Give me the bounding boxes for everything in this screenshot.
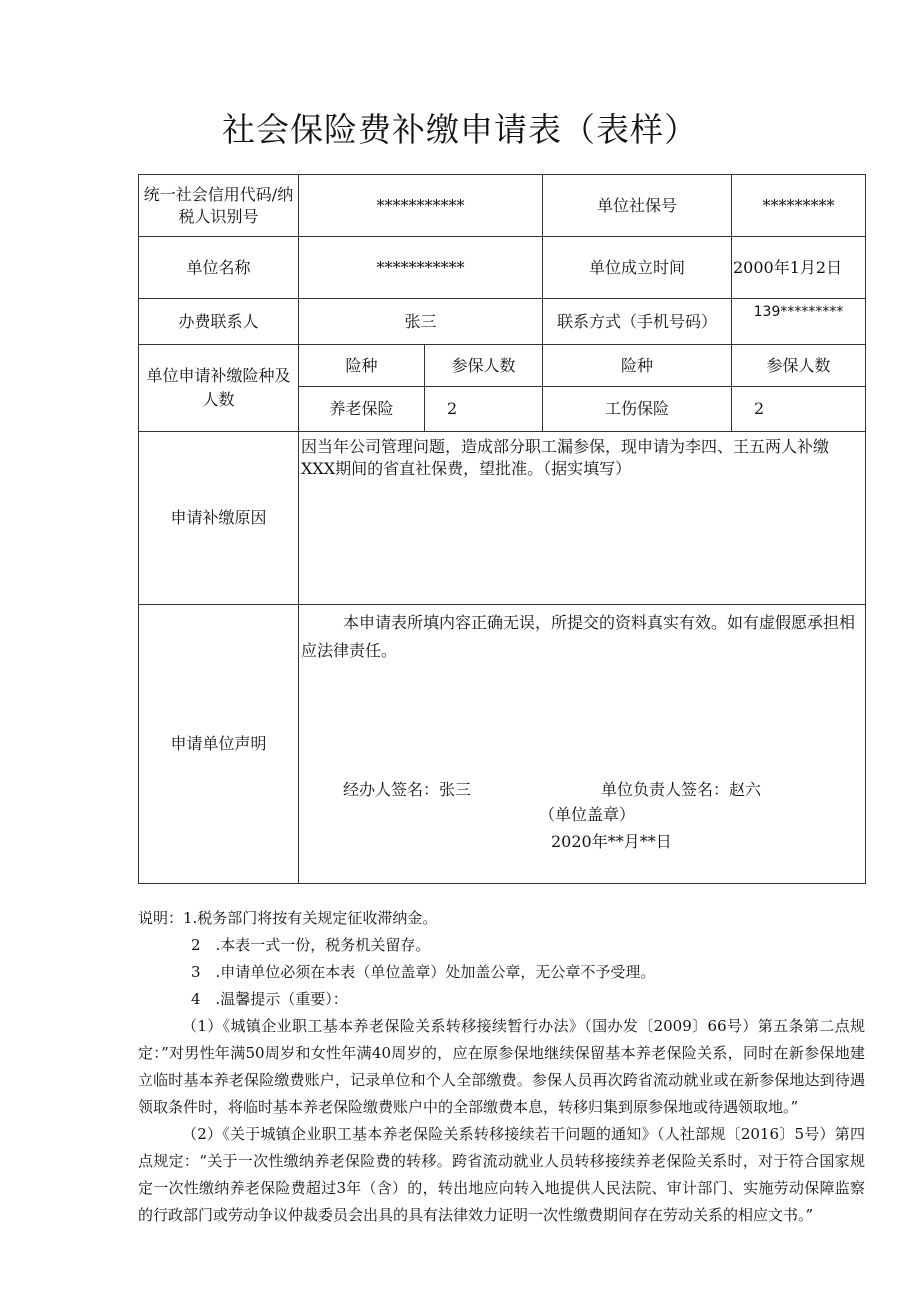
phone-value: 139*********	[732, 299, 866, 345]
ss-no-label: 单位社保号	[543, 175, 732, 237]
note-4: 4 .温馨提示（重要）：	[191, 990, 348, 1008]
founded-value: 2000年1月2日	[732, 237, 866, 299]
credit-code-value: ***********	[299, 175, 543, 237]
col-header-type-2: 险种	[543, 345, 732, 387]
unit-name-label: 单位名称	[139, 237, 299, 299]
note-2: 2 .本表一式一份，税务机关留存。	[191, 936, 431, 954]
unit-seal: （单位盖章）	[539, 805, 636, 824]
contact-value: 张三	[299, 299, 543, 345]
page-title: 社会保险费补缴申请表（表样）	[222, 110, 698, 149]
table-row	[139, 432, 866, 605]
handler-signature: 经办人签名：张三	[343, 780, 472, 799]
credit-code-label: 统一社会信用代码/纳税人识别号	[139, 175, 299, 237]
note-paragraph-1: （1）《城镇企业职工基本养老保险关系转移接续暂行办法》（国办发〔2009〕66号）第五条第二点规定：”对男性年满50周岁和女性年满40周岁的，应在原参保地继续保留基本养老保险关系，同时在新参保地建立临时基本养老保险缴费账户，记录单位和个人全部缴费。参保人员再次跨省流动就业或在新参保地达到待遇领取条件时，将临时基本养老保险缴费账户中的全部缴费本息，转移归集到原参保地或待遇领取地。”	[138, 1017, 865, 1116]
founded-label: 单位成立时间	[543, 237, 732, 299]
pension-type: 养老保险	[299, 387, 425, 432]
principal-signature: 单位负责人签名：赵六	[601, 780, 762, 799]
reason-text: 因当年公司管理问题，造成部分职工漏参保，现申请为李四、王五两人补缴XXX期间的省直社保费，望批准。（据实填写）	[299, 432, 866, 605]
col-header-count: 参保人数	[425, 345, 543, 387]
table-row	[139, 175, 866, 237]
table-row	[139, 605, 866, 884]
note-1: 说明：1.税务部门将按有关规定征收滞纳金。	[138, 909, 438, 927]
contact-label: 办费联系人	[139, 299, 299, 345]
declaration-text: 本申请表所填内容正确无误，所提交的资料真实有效。如有虚假愿承担相应法律责任。	[301, 613, 856, 660]
phone-label: 联系方式（手机号码）	[543, 299, 732, 345]
note-paragraph-2: （2）《关于城镇企业职工基本养老保险关系转移接续若干问题的通知》（人社部规〔2016〕5号）第四点规定：“关于一次性缴纳养老保险费的转移。跨省流动就业人员转移接续养老保险关系时，对于符合国家规定一次性缴纳养老保险费超过3年（含）的，转出地应向转入地提供人民法院、审计部门、实施劳动保障监察的行政部门或劳动争议仲裁委员会出具的具有法律效力证明一次性缴费期间存在劳动关系的相应文书。”	[138, 1125, 865, 1224]
table-row	[139, 345, 866, 387]
pension-count: 2	[425, 387, 543, 432]
reason-label: 申请补缴原因	[139, 432, 299, 605]
col-header-type: 险种	[299, 345, 425, 387]
note-3: 3 .申请单位必须在本表（单位盖章）处加盖公章，无公章不予受理。	[191, 963, 656, 981]
unit-name-value: ***********	[299, 237, 543, 299]
insurance-label: 单位申请补缴险种及人数	[139, 345, 299, 432]
injury-count: 2	[732, 387, 866, 432]
declaration-date: 2020年**月**日	[551, 832, 672, 851]
ss-no-value: *********	[732, 175, 866, 237]
col-header-count-2: 参保人数	[732, 345, 866, 387]
declaration-cell	[299, 605, 866, 884]
table-row	[139, 237, 866, 299]
application-form-table	[138, 174, 866, 884]
injury-type: 工伤保险	[543, 387, 732, 432]
table-row	[139, 299, 866, 345]
declaration-label: 申请单位声明	[139, 605, 299, 884]
